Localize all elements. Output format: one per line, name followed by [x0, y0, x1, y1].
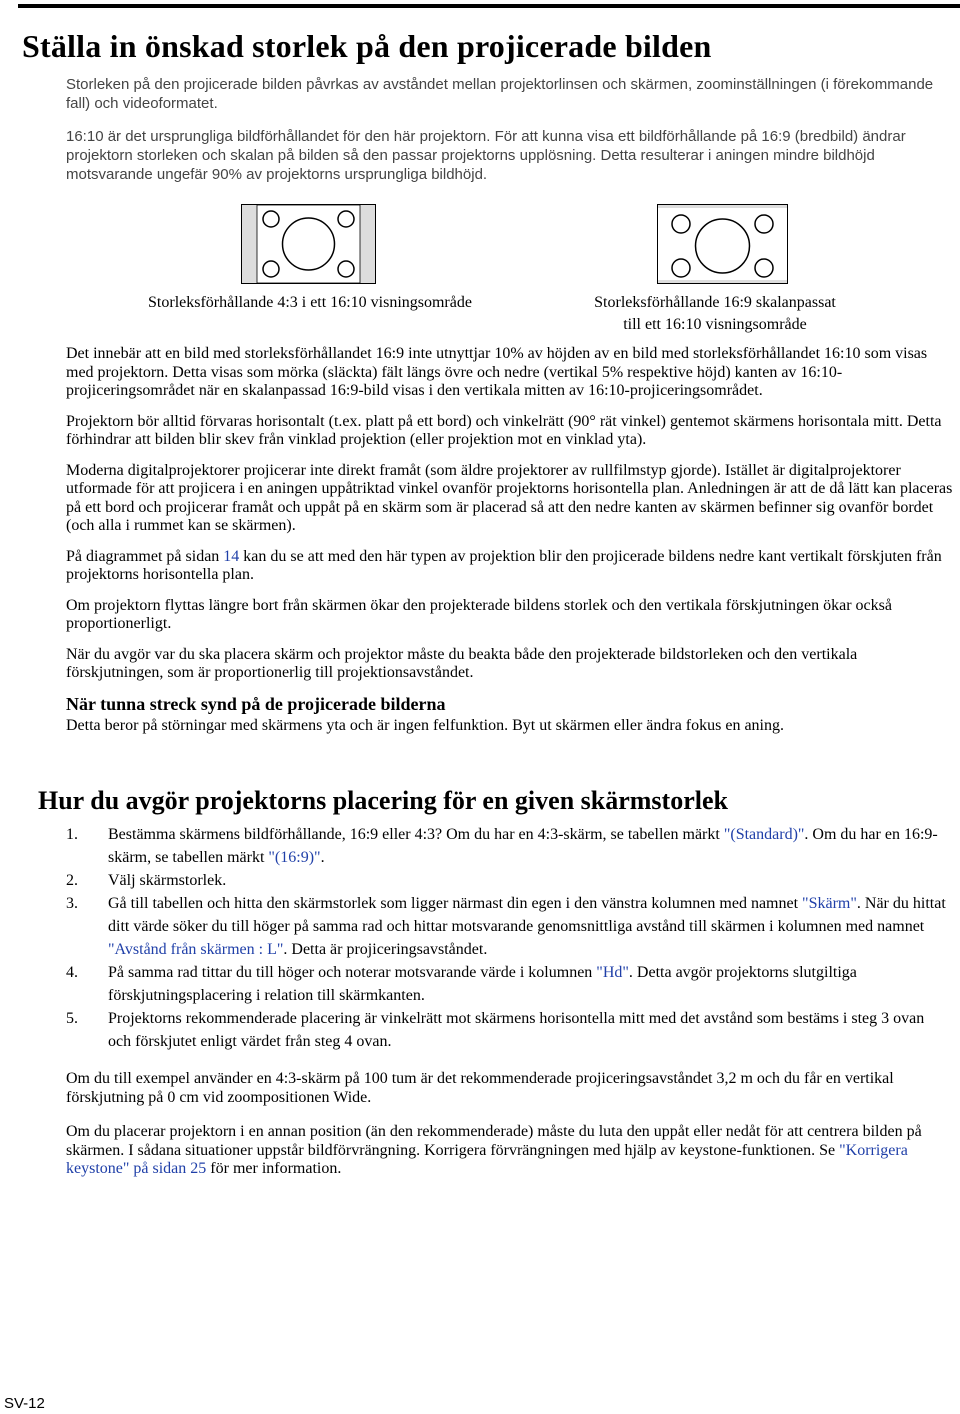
step-text: Bestämma skärmens bildförhållande, 16:9 eller 4:3? Om du har en 4:3-skärm, se tabellen märkt [108, 826, 724, 843]
keystone-link[interactable]: "Korrigera keystone" på sidan 25 [66, 1141, 908, 1177]
widescreen-table-link[interactable]: "(16:9)" [268, 849, 321, 866]
step-2 [66, 869, 946, 892]
step-text: . Om du har en 16:9-skärm, se tabellen märkt [108, 826, 938, 866]
figure-16-9-caption [565, 292, 865, 336]
figure-16-9-caption-line1: Storleksförhållande 16:9 skalanpassat [594, 294, 836, 311]
page-title: Ställa in önskad storlek på den projicerade bilden [22, 28, 712, 64]
aspect-16-9-diagram [657, 204, 788, 284]
example-paragraph: Om du till exempel använder en 4:3-skärm på 100 tum är det rekommenderade projiceringsavståndet 3,2 m och du får en vertikal förskjutning på 0 cm vid zoompositionen Wide. [66, 1070, 894, 1106]
subheading-thin-lines: När tunna streck synd på de projicerade bilderna [66, 693, 446, 714]
figure-16-9 [657, 204, 788, 284]
hd-column-link[interactable]: "Hd" [596, 964, 629, 981]
steps-list [66, 823, 946, 1053]
figure-4-3 [241, 204, 376, 284]
intro-section [66, 75, 956, 184]
intro-paragraph-2: 16:10 är det ursprungliga bildförhållandet för den här projektorn. För att kunna visa ett bildförhållande på 16:9 (bredbild) ändrar projektorn storleken och skalan på bilden så den passar projektorns upplösning. Detta resulterar i aningen mindre bildhöjd motsvarande ungefär 90% av projektorns ursprungliga bildhöjd. [66, 128, 906, 183]
step-1 [66, 823, 946, 869]
aspect-ratio-figures [0, 204, 960, 344]
step-number: 2. [66, 872, 78, 889]
step-5 [66, 1007, 946, 1053]
step-text: Gå till tabellen och hitta den skärmstorlek som ligger närmast din egen i den vänstra kolumnen med namnet [108, 895, 803, 912]
body-section [66, 345, 956, 748]
header-rule [18, 4, 960, 8]
standard-table-link[interactable]: "(Standard)" [723, 826, 805, 843]
body-paragraph-5: Om projektorn flyttas längre bort från skärmen ökar den projekterade bildens storlek och den vertikala förskjutningen ökar också proportionerligt. [66, 596, 892, 632]
body-paragraph-2: Projektorn bör alltid förvaras horisontalt (t.ex. platt på ett bord) och vinkelrätt (90° rät vinkel) gentemot skärmens horisontala mitt. Detta förhindrar att bilden blir skev från vinklad projektion (eller projektion mot en vinklad yta). [66, 412, 942, 448]
step-number: 4. [66, 964, 78, 981]
step-3 [66, 892, 946, 961]
page-14-link[interactable]: 14 [223, 547, 240, 565]
step-text: Välj skärmstorlek. [108, 872, 227, 889]
step-text: . Detta avgör projektorns slutgiltiga förskjutningsplacering i relation till skärmkanten. [108, 964, 857, 1004]
step-text: . När du hittat ditt värde söker du till höger på samma rad och hittar motsvarande genomsnittliga avstånd till skärmen i kolumnen med namnet [108, 895, 946, 935]
figure-16-9-caption-line2: till ett 16:10 visningsområde [623, 316, 807, 333]
step-number: 5. [66, 1010, 78, 1027]
section-heading: Hur du avgör projektorns placering för en given skärmstorlek [38, 786, 728, 815]
last-paragraph [66, 1123, 956, 1179]
step-text: Projektorns rekommenderade placering är vinkelrätt mot skärmens horisontella mitt med det avstånd som bestäms i steg 3 ovan och förskjutet enligt värdet från steg 4 ovan. [108, 1010, 925, 1050]
screen-column-link[interactable]: "Skärm" [802, 895, 857, 912]
page-number: SV-12 [4, 1395, 45, 1412]
step-text: På samma rad tittar du till höger och noterar motsvarande värde i kolumnen [108, 964, 597, 981]
last-paragraph-text-end: för mer information. [206, 1160, 342, 1177]
body-paragraph-7: Detta beror på störningar med skärmens yta och är ingen felfunktion. Byt ut skärmen eller ändra fokus en aning. [66, 717, 784, 734]
step-4 [66, 961, 946, 1007]
last-paragraph-text: Om du placerar projektorn i en annan position (än den rekommenderade) måste du luta den uppåt eller nedåt för att centrera bilden på skärmen. I sådana situationer uppstår bildförvrängning. Korrigera förvrängningen med hjälp av keystone-funktionen. Se [66, 1123, 922, 1159]
step-number: 3. [66, 895, 78, 912]
closing-section [66, 1070, 956, 1195]
aspect-4-3-diagram [241, 204, 376, 284]
step-text: . Detta är projiceringsavståndet. [283, 941, 488, 958]
body-paragraph-4-text: På diagrammet på sidan [66, 547, 224, 565]
intro-paragraph-1: Storleken på den projicerade bilden påvrkas av avståndet mellan projektorlinsen och skärmen, zoominställningen (i förekommande fall) och videoformatet. [66, 76, 934, 112]
body-paragraph-4-text-end: kan du se att med den här typen av projektion blir den projicerade bildens nedre kant vertikalt förskjuten från projektorns horisontella plan. [66, 547, 942, 583]
figure-4-3-caption: Storleksförhållande 4:3 i ett 16:10 visningsområde [148, 294, 472, 311]
body-paragraph-6: När du avgör var du ska placera skärm och projektor måste du beakta både den projekterade bildstorleken och den vertikala förskjutningen, som är proportionerlig till projektionsavståndet. [66, 645, 858, 681]
step-number: 1. [66, 826, 78, 843]
distance-column-link[interactable]: "Avstånd från skärmen : L" [108, 941, 284, 958]
body-paragraph-1: Det innebär att en bild med storleksförhållandet 16:9 inte utnyttjar 10% av höjden av en bild med storleksförhållandet 16:10 som visas med projektorn. Detta visas som mörka (släckta) fält längs övre och nedre (vertikal 5% respektive höjd) kanten av 16:10-projiceringsområdet när en skalanpassad 16:9-bild visas i den vertikala mitten av 16:10-projiceringsområdet. [66, 345, 928, 399]
body-paragraph-3: Moderna digitalprojektorer projicerar inte direkt framåt (som äldre projektorer av rullfilmstyp gjorde). Istället är digitalprojektorer utformade för att projicera i en aningen uppåtriktad vinkel ovanför projektorns horisontella plan. Anledningen är att de då lätt kan placeras på ett bord och projicerar framåt och uppåt på en skärm som är placerad så att den nedre kanten av skärmen befinner sig ovanför bordet (och alla i rummet kan se skärmen). [66, 461, 953, 534]
step-text: . [320, 849, 325, 866]
body-paragraph-4 [66, 548, 956, 585]
